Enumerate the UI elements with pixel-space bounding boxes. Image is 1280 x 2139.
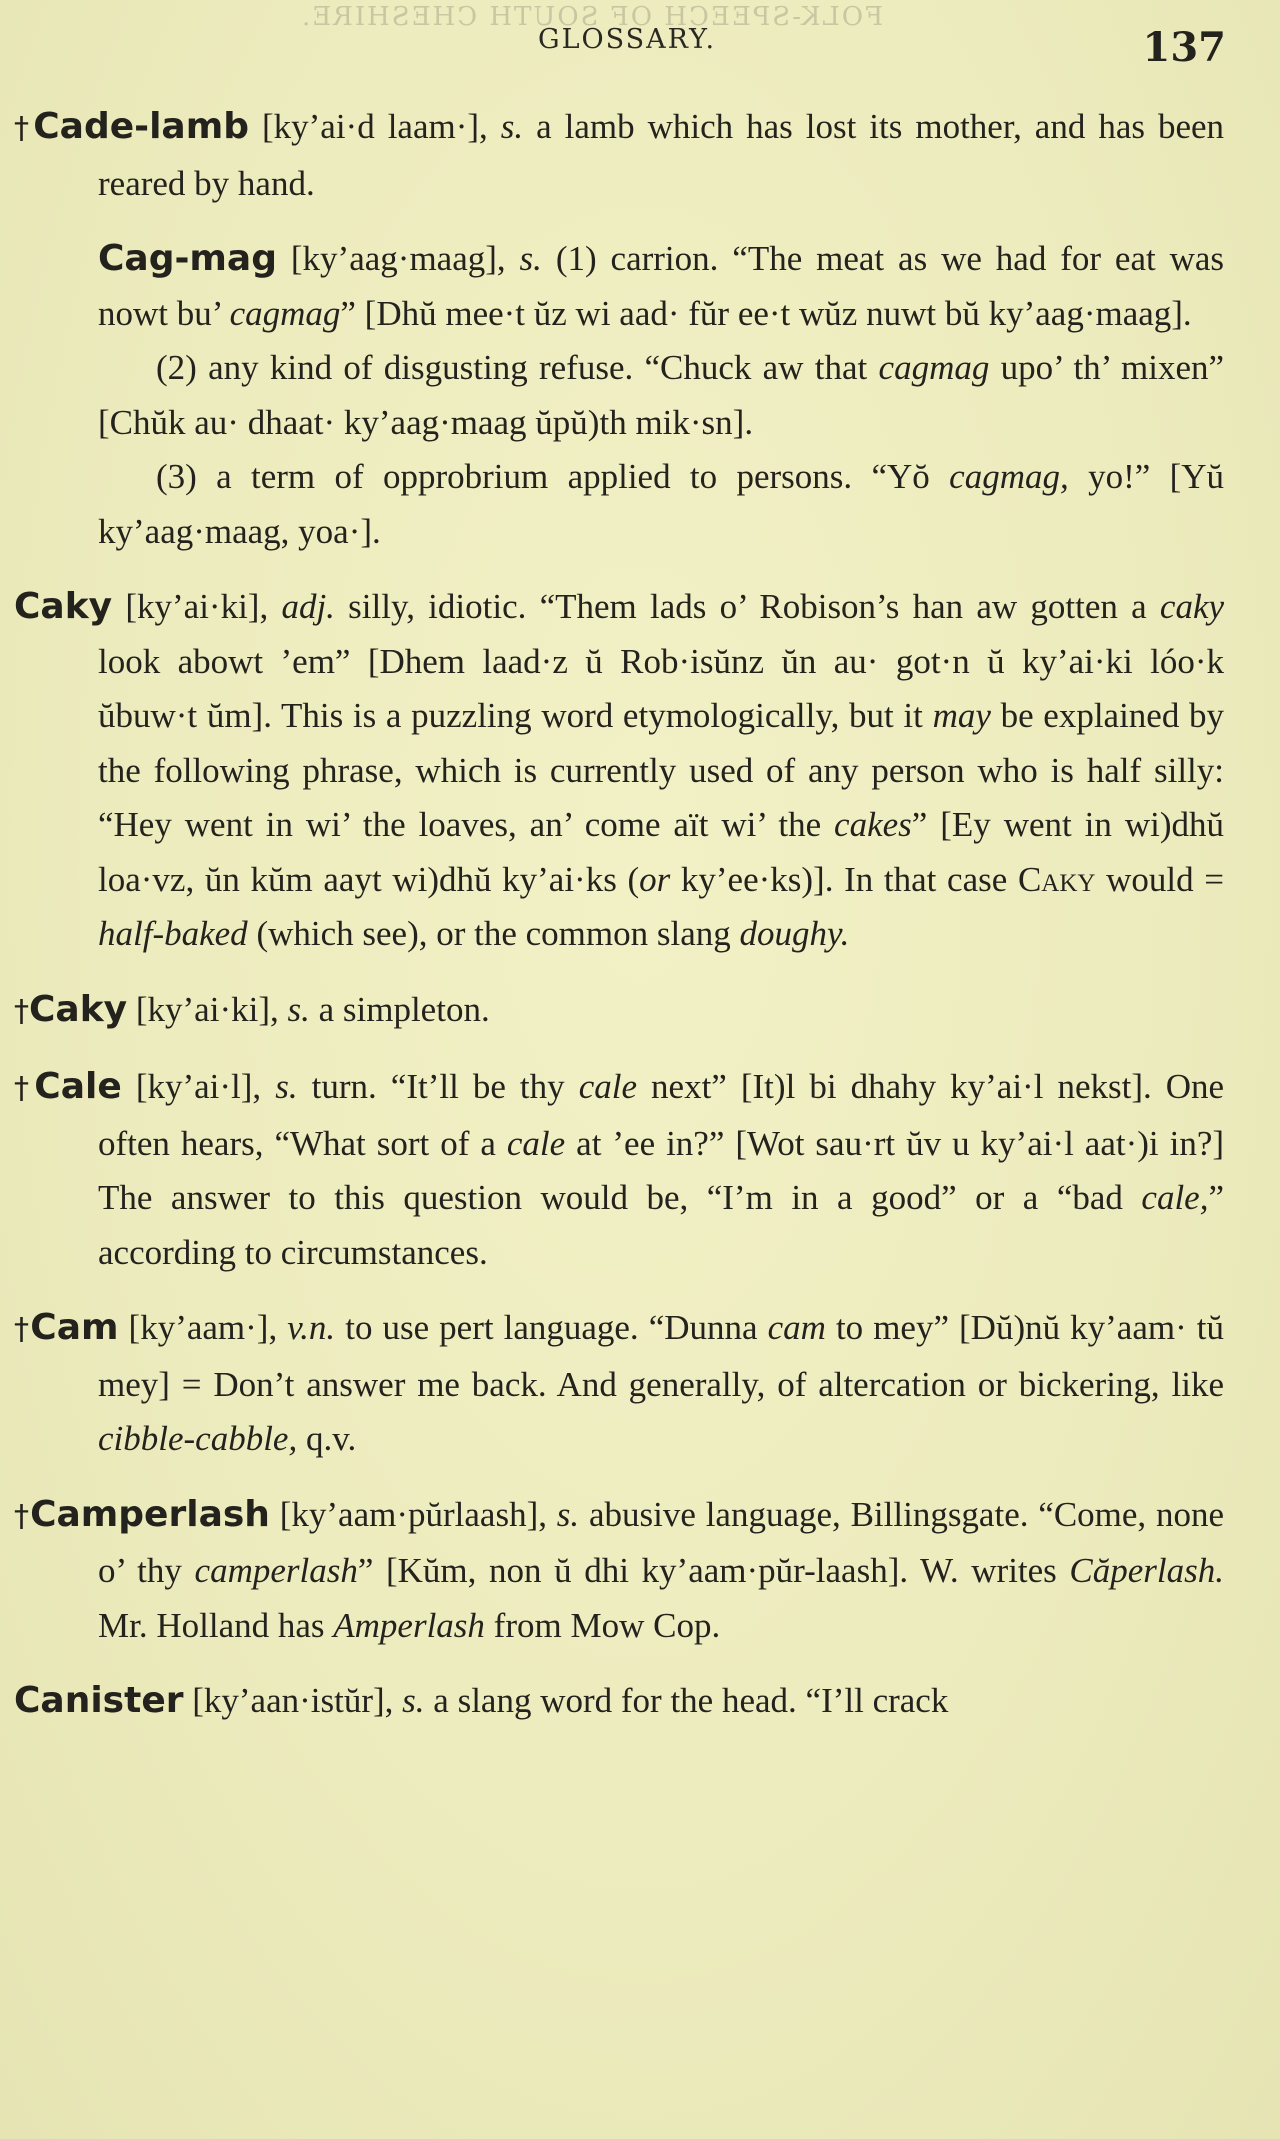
dagger-mark: † — [14, 1498, 31, 1534]
definition-text: to use pert language. “Dunna — [345, 1308, 758, 1347]
italic-word: caky — [1159, 587, 1225, 626]
italic-word: doughy. — [739, 914, 850, 953]
glossary-entry-cale: †Cale [ky’ai·l], s. turn. “It’ll be thy cale next” [It)l bi dhahy ky’ai·l nekst]. One often hears, “What sort of a cale at ’ee in?” [Wot sau·rt ŭv u ky’ai·l aat·)i in?] The answer to this question would be, “I’m in a good” or a “bad cale,” according to circumstances. — [14, 1066, 1225, 1272]
part-of-speech: s. — [519, 239, 542, 278]
definition-text: ” [Kŭm, non ŭ dhi ky’aam·pŭr-laash]. W. writes — [357, 1551, 1057, 1590]
pronunciation: [ky’ai·ki] — [125, 587, 260, 626]
sense-1-italic: cagmag — [229, 293, 341, 333]
definition-text: ky’ee·ks)]. In that case — [680, 859, 1008, 899]
italic-word: Amperlash — [333, 1605, 485, 1645]
definition-text: ” according to circumstances. — [98, 1178, 1225, 1272]
small-caps-headword: Caky — [1017, 859, 1096, 899]
italic-word: half-baked — [98, 914, 248, 953]
glossary-entry-cag-mag: Cag-mag [ky’aag·maag], s. (1) carrion. “The meat as we had for eat was nowt bu’ cagmag” [Dhŭ mee·t ŭz wi aad· fŭr ee·t wŭz nuwt bŭ ky’aag·maag]. (2) any kind of disgusting refuse. “Chuck aw that cagmag upo’ th’ mixen” [Chŭk au· dhaat· ky’aag·maag ŭpŭ)th mik·sn]. (3) a term of opprobrium applied to persons. “Yŏ cagmag, yo!” [Yŭ ky’aag·maag, yoa·]. — [98, 238, 1225, 551]
glossary-entry-caky-adj: Caky [ky’ai·ki], adj. silly, idiotic. “Them lads o’ Robison’s han aw gotten a caky look abowt ’em” [Dhem laad·z ŭ Rob·isŭnz ŭn au· got·n ŭ ky’ai·ki lóo·k ŭbuw·t ŭm]. This is a puzzling word etymologically, but it may be explained by the following phrase, which is currently used of any person who is half silly: “Hey went in wi’ the loaves, an’ come aït wi’ the cakes” [Ey went in wi)dhŭ loa·vz, ŭn kŭm aayt wi)dhŭ ky’ai·ks (or ky’ee·ks)]. In that case Caky would = half-baked (which see), or the common slang doughy. — [14, 586, 1225, 953]
pronunciation: [ky’ai·ki] — [135, 989, 270, 1029]
sense-2-text: (2) any kind of disgusting refuse. “Chuck aw that — [156, 348, 868, 387]
pronunciation: [ky’aam·pŭrlaash] — [279, 1494, 539, 1534]
part-of-speech: adj. — [281, 587, 335, 626]
definition-text: to mey” [Dŭ)nŭ ky’aam· tŭ mey] = Don’t answer me back. And generally, of altercation or bickering, like — [98, 1308, 1224, 1404]
definition-text: from Mow Cop. — [493, 1605, 721, 1645]
headword: Canister — [14, 1680, 184, 1721]
definition-text: Mr. Holland has — [98, 1605, 325, 1645]
definition-text: next” [It)l bi dhahy ky’ai·l nekst]. One often hears, “What sort of a — [98, 1067, 1225, 1163]
sense-3-text-end: yo!” [Yŭ ky’aag·maag, yoa·]. — [98, 457, 1225, 551]
definition-text: silly, idiotic. “Them lads o’ Robison’s han aw gotten a — [348, 587, 1147, 626]
pronunciation: [ky’aag·maag] — [290, 239, 497, 278]
headword: Cade-lamb — [33, 106, 249, 147]
part-of-speech: s. — [275, 1067, 298, 1106]
part-of-speech: s. — [287, 989, 310, 1029]
dagger-mark: † — [14, 111, 34, 146]
italic-word: cale — [506, 1123, 566, 1163]
dagger-mark: † — [14, 993, 29, 1029]
definition-text: ” [Ey went in wi)dhŭ loa·vz, ŭn kŭm aayt wi)dhŭ ky’ai·ks ( — [98, 805, 1224, 899]
sense-3-italic: cagmag, — [949, 457, 1069, 496]
headword: Cam — [30, 1307, 119, 1348]
page-number: 137 — [1142, 24, 1226, 71]
definition-text: abusive language, Billingsgate. “Come, none o’ thy — [98, 1494, 1225, 1590]
part-of-speech: v.n. — [287, 1308, 336, 1347]
sense-1-text: (1) carrion. “The meat as we had for eat was nowt bu’ — [98, 239, 1225, 333]
dagger-mark: † — [14, 1071, 35, 1106]
glossary-text — [14, 100, 1224, 1750]
glossary-entry-cade-lamb: †Cade-lamb [ky’ai·d laam·], s. a lamb which has lost its mother, and has been reared by hand. — [14, 106, 1225, 203]
part-of-speech: s. — [402, 1681, 425, 1720]
sense-2-italic: cagmag — [878, 348, 990, 387]
sense-3-text: (3) a term of opprobrium applied to persons. “Yŏ — [156, 457, 930, 496]
definition: a simpleton. — [318, 989, 490, 1029]
glossary-entry-canister: Canister [ky’aan·istŭr], s. a slang word for the head. “I’ll crack — [14, 1680, 949, 1721]
pronunciation: [ky’aan·istŭr] — [192, 1681, 385, 1720]
italic-word: or — [639, 859, 671, 899]
italic-word: cakes — [834, 805, 912, 844]
italic-word: cale — [578, 1067, 637, 1106]
pronunciation: [ky’ai·l] — [135, 1067, 253, 1106]
italic-word: cam — [767, 1308, 826, 1347]
headword: Caky — [29, 988, 128, 1030]
definition-text: at ’ee in?” [Wot sau·rt ŭv u ky’ai·l aat·)i in?] The answer to this question would be, “I’m in a good” or a “bad — [98, 1123, 1225, 1217]
definition-text: look abowt ’em” [Dhem laad·z ŭ Rob·isŭnz ŭn au· got·n ŭ ky’ai·ki lóo·k ŭbuw·t ŭm]. This is a puzzling word etymologically, but it — [98, 641, 1224, 735]
pronunciation: [ky’ai·d laam·] — [261, 107, 480, 146]
headword: Cale — [34, 1066, 122, 1107]
definition-text: q.v. — [305, 1419, 357, 1458]
glossary-entry-caky-noun: †Caky [ky’ai·ki], s. a simpleton. — [14, 988, 490, 1030]
italic-word: may — [932, 696, 991, 735]
definition-text: (which see), or the common slang — [256, 914, 731, 953]
definition-text: turn. “It’ll be thy — [311, 1067, 565, 1106]
headword: Cag-mag — [98, 238, 277, 279]
part-of-speech: s. — [556, 1494, 580, 1534]
definition-text: be explained by the following phrase, which is currently used of any person who is half silly: “Hey went in wi’ the loaves, an’ come aït wi’ the — [98, 696, 1225, 844]
italic-word: cale, — [1141, 1178, 1209, 1217]
italic-word: Căperlash. — [1069, 1551, 1225, 1590]
sense-2-text-end: upo’ th’ mixen” [Chŭk au· dhaat· ky’aag·maag ŭpŭ)th mik·sn]. — [98, 348, 1225, 442]
sense-1-text-end: ” [Dhŭ mee·t ŭz wi aad· fŭr ee·t wŭz nuwt bŭ ky’aag·maag]. — [340, 293, 1192, 333]
definition: a slang word for the head. “I’ll crack — [433, 1681, 949, 1720]
bleed-through-text: FOLK-SPEECH OF SOUTH CHESHIRE. — [300, 2, 884, 32]
headword: Caky — [14, 586, 113, 627]
definition-text: would = — [1106, 859, 1224, 899]
italic-word: camperlash — [194, 1551, 358, 1590]
part-of-speech: s. — [500, 107, 524, 146]
running-head: GLOSSARY. — [538, 24, 717, 55]
pronunciation: [ky’aam·] — [128, 1308, 269, 1347]
dagger-mark: † — [14, 1312, 31, 1347]
glossary-entry-cam: †Cam [ky’aam·], v.n. to use pert language. “Dunna cam to mey” [Dŭ)nŭ ky’aam· tŭ mey] = Don’t answer me back. And generally, of altercation or bickering, like cibble-cabble, q.v. — [14, 1307, 1224, 1458]
glossary-entry-camperlash: †Camperlash [ky’aam·pŭrlaash], s. abusive language, Billingsgate. “Come, none o’ thy camperlash” [Kŭm, non ŭ dhi ky’aam·pŭr-laash]. W. writes Căperlash. Mr. Holland has Amperlash from Mow Cop. — [14, 1493, 1225, 1645]
definition: a lamb which has lost its mother, and has been reared by hand. — [98, 107, 1225, 203]
italic-word: cibble-cabble, — [98, 1419, 298, 1458]
headword: Camperlash — [30, 1493, 270, 1535]
